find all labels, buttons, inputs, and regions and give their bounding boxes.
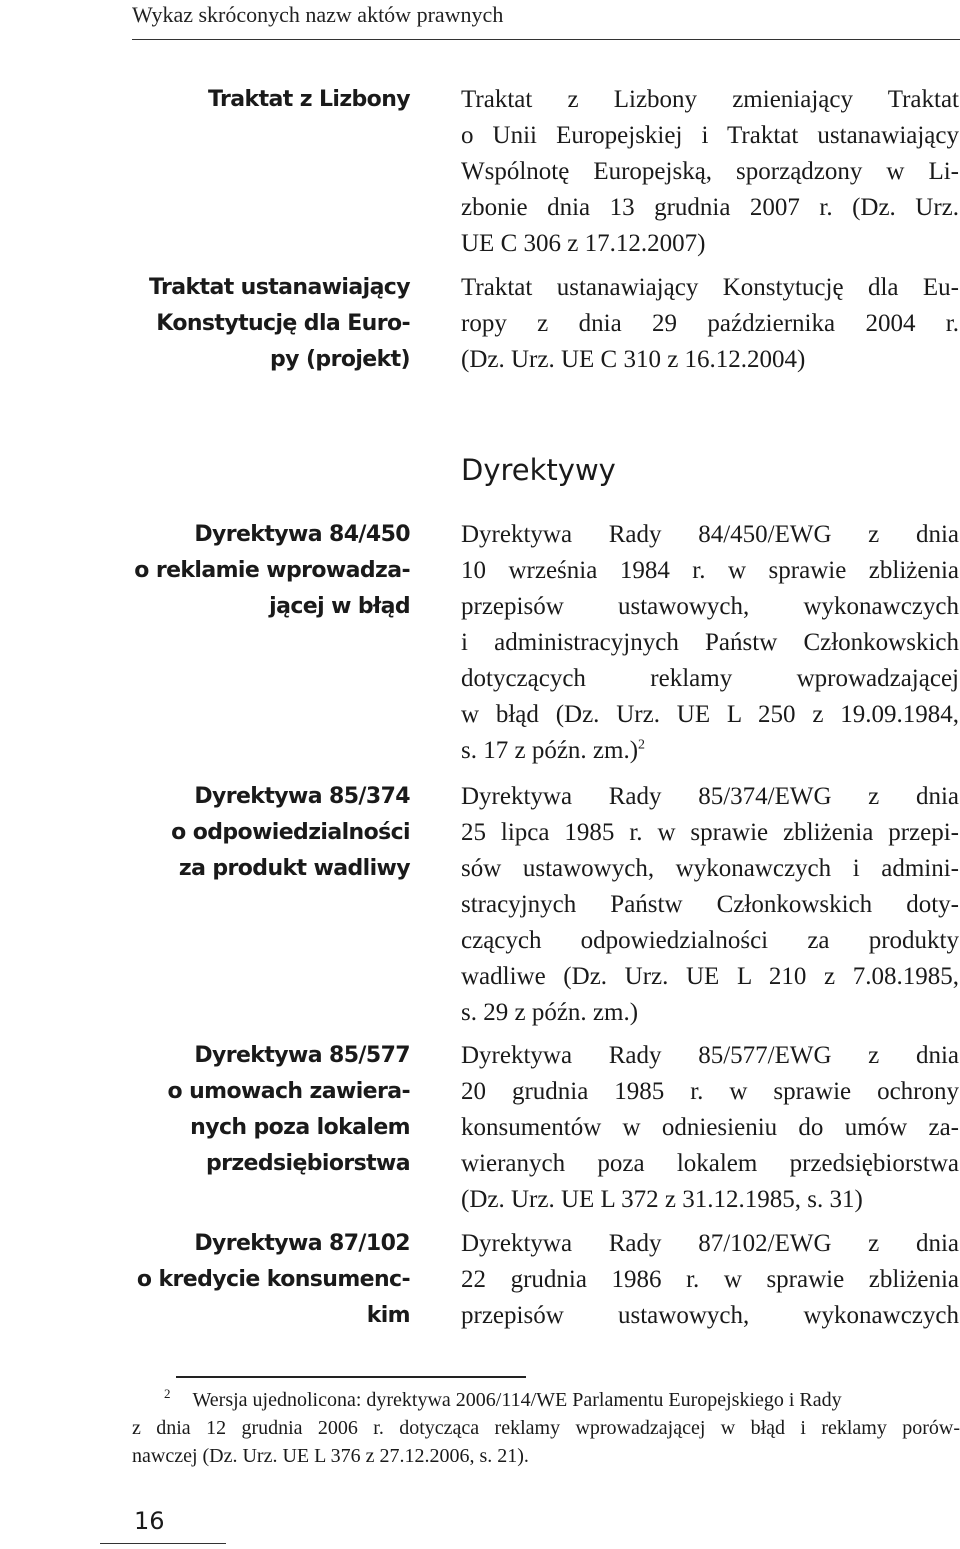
desc-line: wadliwe (Dz. Urz. UE L 210 z 7.08.1985, <box>461 963 959 990</box>
section-title: Dyrektywy <box>461 453 616 487</box>
footnote-mark: 2 <box>164 1386 171 1402</box>
desc-line: Wspólnotę Europejską, sporządzony w Li- <box>461 158 959 185</box>
entry-description <box>461 82 959 262</box>
term-line: o kredycie konsumenc- <box>136 1267 410 1292</box>
term-line: nych poza lokalem <box>190 1115 410 1140</box>
desc-line: przepisów ustawowych, wykonawczych <box>461 1302 959 1329</box>
entry-term <box>132 779 410 887</box>
footnote-line: nawczej (Dz. Urz. UE L 376 z 27.12.2006, s. 21). <box>132 1445 529 1467</box>
desc-line: 10 września 1984 r. w sprawie zbliżenia <box>461 557 959 584</box>
term-line: Dyrektywa 87/102 <box>194 1231 410 1256</box>
footnote-line: z dnia 12 grudnia 2006 r. dotycząca reklamy wprowadzającej w błąd i reklamy porów- <box>132 1417 960 1439</box>
desc-line: 22 grudnia 1986 r. w sprawie zbliżenia <box>461 1266 959 1293</box>
term-line: Traktat ustanawiający <box>149 275 410 300</box>
footnote <box>132 1386 960 1470</box>
header-rule <box>132 39 960 40</box>
desc-line: Dyrektywa Rady 84/450/EWG z dnia <box>461 521 959 548</box>
desc-line: (Dz. Urz. UE C 310 z 16.12.2004) <box>461 346 806 373</box>
term-line: py (projekt) <box>270 347 410 372</box>
term-line: Dyrektywa 84/450 <box>194 522 410 547</box>
footnote-reference[interactable]: 2 <box>638 737 646 753</box>
term-line: za produkt wadliwy <box>178 856 410 881</box>
term-line: jącej w błąd <box>269 594 410 619</box>
desc-line: i administracyjnych Państw Członkowskich <box>461 629 959 656</box>
term-line: Konstytucję dla Euro- <box>156 311 410 336</box>
desc-line: w błąd (Dz. Urz. UE L 250 z 19.09.1984, <box>461 701 959 728</box>
desc-line: konsumentów w odniesieniu do umów za- <box>461 1114 959 1141</box>
term-line: Dyrektywa 85/577 <box>194 1043 410 1068</box>
entry-term <box>132 1038 410 1182</box>
desc-line: zbonie dnia 13 grudnia 2007 r. (Dz. Urz. <box>461 194 959 221</box>
footnote-rule <box>176 1376 526 1378</box>
desc-line: o Unii Europejskiej i Traktat ustanawiający <box>461 122 959 149</box>
desc-line: stracyjnych Państw Członkowskich doty- <box>461 891 959 918</box>
desc-line: Dyrektywa Rady 85/374/EWG z dnia <box>461 783 959 810</box>
term-line: Traktat z Lizbony <box>208 87 410 112</box>
entry-description <box>461 270 959 378</box>
entry-term <box>132 82 410 118</box>
desc-line: dotyczących reklamy wprowadzającej <box>461 665 959 692</box>
desc-line: 20 grudnia 1985 r. w sprawie ochrony <box>461 1078 959 1105</box>
desc-line: Dyrektywa Rady 85/577/EWG z dnia <box>461 1042 959 1069</box>
entry-description <box>461 1226 959 1334</box>
desc-line: wieranych poza lokalem przedsiębiorstwa <box>461 1150 959 1177</box>
page-number: 16 <box>134 1507 165 1535</box>
desc-line: s. 29 z późn. zm.) <box>461 999 639 1026</box>
entry-term <box>132 517 410 625</box>
entry-description <box>461 517 959 769</box>
page-number-rule <box>100 1543 226 1544</box>
desc-line: UE C 306 z 17.12.2007) <box>461 230 706 257</box>
desc-line: (Dz. Urz. UE L 372 z 31.12.1985, s. 31) <box>461 1186 863 1213</box>
desc-line: przepisów ustawowych, wykonawczych <box>461 593 959 620</box>
desc-line: Traktat z Lizbony zmieniający Traktat <box>461 86 959 113</box>
entry-description <box>461 779 959 1031</box>
desc-line <box>461 733 959 769</box>
term-line: przedsiębiorstwa <box>205 1151 410 1176</box>
desc-line: sów ustawowych, wykonawczych i admini- <box>461 855 959 882</box>
footnote-line <box>132 1386 960 1414</box>
desc-line: ropy z dnia 29 października 2004 r. <box>461 310 959 337</box>
term-line: o odpowiedzialności <box>171 820 410 845</box>
footnote-text: Wersja ujednolicona: dyrektywa 2006/114/WE Parlamentu Europejskiego i Rady <box>192 1389 842 1411</box>
entry-term <box>132 1226 410 1334</box>
desc-line: Dyrektywa Rady 87/102/EWG z dnia <box>461 1230 959 1257</box>
running-head: Wykaz skróconych nazw aktów prawnych <box>132 2 504 27</box>
entry-term <box>132 270 410 378</box>
term-line: o reklamie wprowadza- <box>134 558 410 583</box>
term-line: Dyrektywa 85/374 <box>194 784 410 809</box>
desc-line: 25 lipca 1985 r. w sprawie zbliżenia przepi- <box>461 819 959 846</box>
desc-line-text: s. 17 z późn. zm.) <box>461 737 639 764</box>
entry-description <box>461 1038 959 1218</box>
desc-line: Traktat ustanawiający Konstytucję dla Eu- <box>461 274 959 301</box>
term-line: kim <box>366 1303 410 1328</box>
desc-line: czących odpowiedzialności za produkty <box>461 927 959 954</box>
term-line: o umowach zawiera- <box>167 1079 410 1104</box>
